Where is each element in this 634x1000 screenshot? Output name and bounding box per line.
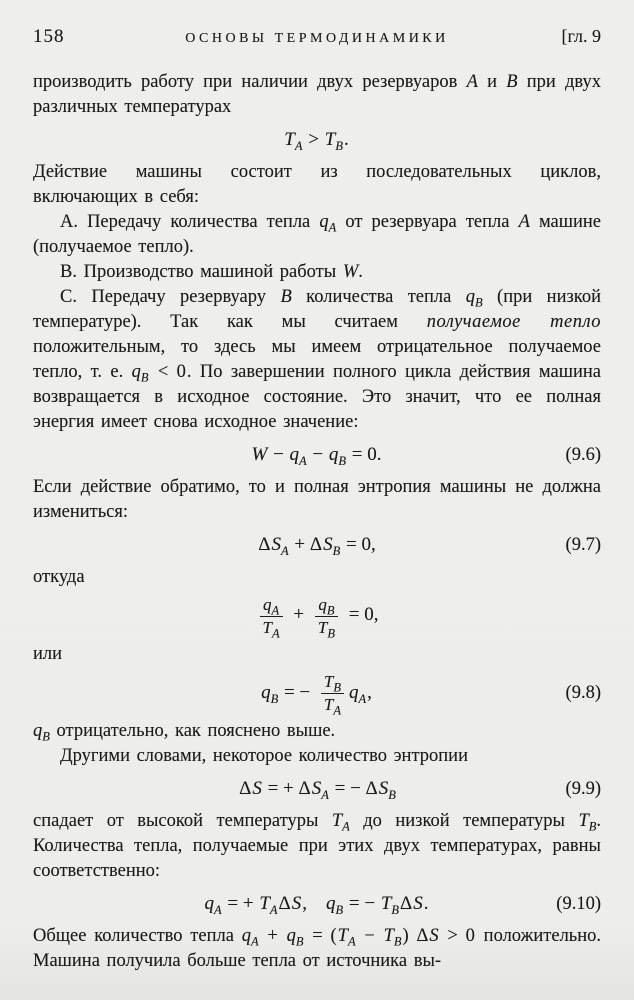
equation-number: (9.10) [556,894,601,915]
equation-content: $q_B$ = − $\frac{T_B}{T_A}$ $q_A$, [261,672,372,718]
paragraph-entropy-falls: спадает от высокой температуры $T_A$ до низкой температуры $T_B$. Количества тепла, получаемые при этих двух температурах, равны соответственно: [33,811,601,882]
equation-number: (9.8) [565,683,601,704]
list-item-a: А. Передачу количества тепла $q_A$ от резервуара тепла A машине (получаемое тепло). [33,212,602,257]
equation-number: (9.6) [565,445,601,465]
equation-9-7 [33,532,601,558]
connective-word-whence: откуда [33,567,85,587]
list-item-b: В. Производство машиной работы W. [60,262,363,282]
equation-9-9 [33,776,601,802]
equation-heat-ratio [33,595,601,640]
equation-content: $\frac{q_A}{T_A}$ + $\frac{q_B}{T_B}$ = 0, [255,604,380,625]
paragraph-qb-negative: $q_B$ отрицательно, как пояснено выше. [33,721,336,744]
page-body [33,70,601,974]
connective-word-or: или [33,644,63,665]
paragraph-other-words: Другими словами, некоторое количество энтропии [60,746,468,767]
equation-9-6 [33,442,601,468]
equation-content: $\Delta S_A + \Delta S_B = 0$, [258,534,376,558]
paragraph-reversible: Если действие обратимо, то и полная энтропия машины не должна измениться: [33,477,601,522]
equation-number: (9.7) [565,535,601,555]
paragraph-intro: производить работу при наличии двух резервуаров A и B при двух различных температурах [33,72,601,117]
equation-9-8 [33,672,601,718]
page-header [33,26,601,48]
equation-content: $W - q_A - q_B = 0$. [251,444,382,468]
equation-content: $T_A > T_B$. [284,129,349,153]
equation-number: (9.9) [565,779,601,800]
equation-content: ΔS = + $\Delta S_A$ = − $\Delta S_B$ [239,778,396,802]
running-title: ОСНОВЫ ТЕРМОДИНАМИКИ [185,31,449,46]
equation-temperature-inequality [33,127,601,153]
chapter-reference: [гл. 9 [561,26,601,46]
page-number: 158 [33,26,65,47]
list-item-c: С. Передачу резервуару B количества тепла $q_B$ (при низкой температуре). Так как мы считаем получаемое тепло положительным, то здесь мы имеем отрицательное получаемое тепло, т. е. $q_B < 0$. По завершении полного цикла действия машина возвращается в исходное состояние. Это значит, что ее полная энергия имеет снова исходное значение: [33,287,601,432]
equation-content: $q_A$ = + $T_A\Delta S$, $q_B$ = − $T_B\Delta S$. [204,893,429,917]
paragraph-total-heat: Общее количество тепла $q_A + q_B = (T_A - T_B) \Delta S > 0$ положительно. Машина получила больше тепла от источника вы- [33,926,602,972]
equation-9-10 [33,891,601,917]
paragraph-cycle-intro: Действие машины состоит из последовательных циклов, включающих в себя: [33,162,601,207]
